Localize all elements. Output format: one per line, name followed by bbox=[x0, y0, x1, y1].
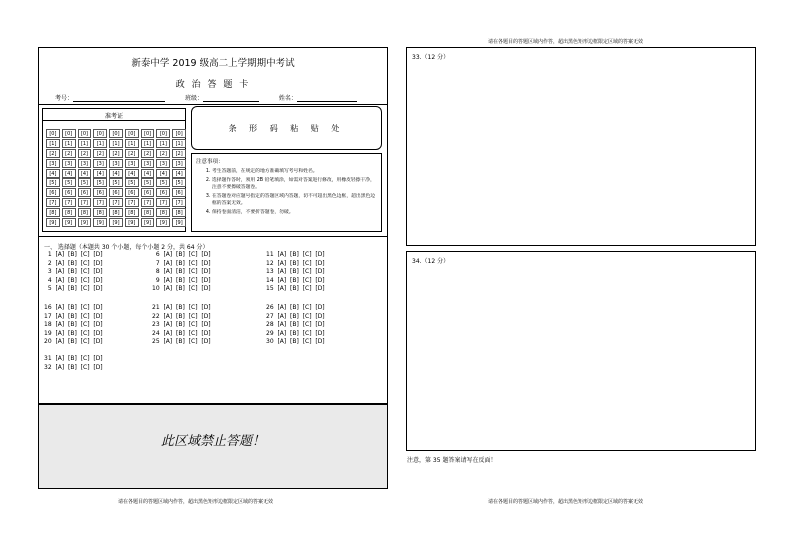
ticket-bubble[interactable]: [4] bbox=[125, 169, 139, 178]
ticket-bubble[interactable]: [8] bbox=[62, 208, 76, 217]
ticket-bubble[interactable]: [3] bbox=[46, 159, 60, 168]
note-item: 3. 在答题卷对应题号指定的答题区域内答题，切不可超出黑色边框，超出黑色边框的答案无效。 bbox=[212, 193, 377, 207]
exam-no-label: 考号： bbox=[55, 95, 74, 102]
ticket-bubble[interactable]: [2] bbox=[62, 149, 76, 158]
choice-question-13[interactable]: 13 [A] [B] [C] [D] bbox=[266, 268, 325, 276]
ticket-bubble[interactable]: [6] bbox=[62, 188, 76, 197]
choice-question-2[interactable]: 2 [A] [B] [C] [D] bbox=[44, 259, 103, 267]
ticket-bubble[interactable]: [6] bbox=[125, 188, 139, 197]
ticket-bubble[interactable]: [2] bbox=[172, 149, 186, 158]
choice-question-10[interactable]: 10 [A] [B] [C] [D] bbox=[152, 285, 211, 293]
ticket-bubble[interactable]: [9] bbox=[93, 218, 107, 227]
ticket-bubble[interactable]: [8] bbox=[141, 208, 155, 217]
ticket-bubble[interactable]: [8] bbox=[109, 208, 123, 217]
choice-question-9[interactable]: 9 [A] [B] [C] [D] bbox=[152, 276, 211, 284]
ticket-bubble[interactable]: [7] bbox=[125, 198, 139, 207]
student-info-fields bbox=[55, 93, 375, 102]
ticket-bubbles bbox=[46, 129, 186, 228]
ticket-bubble[interactable]: [5] bbox=[62, 178, 76, 187]
ticket-bubble[interactable]: [6] bbox=[156, 188, 170, 197]
choice-question-15[interactable]: 15 [A] [B] [C] [D] bbox=[266, 285, 325, 293]
bottom-notice-left: 请在各题目的答题区域内作答，超出黑色矩形边框限定区域的答案无效 bbox=[118, 499, 274, 505]
ticket-bubble[interactable]: [2] bbox=[46, 149, 60, 158]
card-subtitle: 政 治 答 题 卡 bbox=[175, 80, 251, 90]
ticket-bubble[interactable]: [5] bbox=[78, 178, 92, 187]
ticket-bubble[interactable]: [3] bbox=[156, 159, 170, 168]
ticket-bubble[interactable]: [6] bbox=[109, 188, 123, 197]
ticket-number-grid bbox=[42, 108, 186, 232]
choice-question-14[interactable]: 14 [A] [B] [C] [D] bbox=[266, 276, 325, 284]
ticket-row bbox=[46, 188, 186, 198]
choice-question-4[interactable]: 4 [A] [B] [C] [D] bbox=[44, 276, 103, 284]
ticket-row bbox=[46, 178, 186, 188]
section-divider bbox=[38, 236, 388, 237]
ticket-bubble[interactable]: [9] bbox=[109, 218, 123, 227]
card-title: 新泰中学 2019 级高二上学期期中考试 bbox=[131, 58, 295, 69]
forbidden-area bbox=[38, 404, 388, 489]
choice-question-22[interactable]: 22 [A] [B] [C] [D] bbox=[152, 312, 211, 320]
choice-question-21[interactable]: 21 [A] [B] [C] [D] bbox=[152, 304, 211, 311]
ticket-bubble[interactable]: [6] bbox=[93, 188, 107, 197]
ticket-bubble[interactable]: [1] bbox=[78, 139, 92, 148]
choice-question-25[interactable]: 25 [A] [B] [C] [D] bbox=[152, 338, 211, 346]
ticket-bubble[interactable]: [5] bbox=[93, 178, 107, 187]
choice-question-3[interactable]: 3 [A] [B] [C] [D] bbox=[44, 268, 103, 276]
ticket-bubble[interactable]: [2] bbox=[78, 149, 92, 158]
ticket-bubble[interactable]: [4] bbox=[109, 169, 123, 178]
ticket-bubble[interactable]: [9] bbox=[78, 218, 92, 227]
ticket-bubble[interactable]: [5] bbox=[156, 178, 170, 187]
notes-title: 注意事项： bbox=[196, 159, 224, 165]
choice-question-11[interactable]: 11 [A] [B] [C] [D] bbox=[266, 251, 325, 258]
ticket-bubble[interactable]: [0] bbox=[62, 129, 76, 138]
choice-question-8[interactable]: 8 [A] [B] [C] [D] bbox=[152, 268, 211, 276]
choice-question-19[interactable]: 19 [A] [B] [C] [D] bbox=[44, 329, 103, 337]
choice-question-20[interactable]: 20 [A] [B] [C] [D] bbox=[44, 338, 103, 346]
choice-question-5[interactable]: 5 [A] [B] [C] [D] bbox=[44, 285, 103, 293]
ticket-bubble[interactable]: [8] bbox=[93, 208, 107, 217]
choice-question-18[interactable]: 18 [A] [B] [C] [D] bbox=[44, 321, 103, 329]
ticket-bubble[interactable]: [3] bbox=[93, 159, 107, 168]
q33-label: 33.（12 分） bbox=[412, 54, 450, 61]
top-notice: 请在各题目的答题区域内作答，超出黑色矩形边框限定区域的答案无效 bbox=[488, 39, 644, 45]
ticket-row bbox=[46, 139, 186, 149]
ticket-bubble[interactable]: [1] bbox=[93, 139, 107, 148]
ticket-bubble[interactable]: [5] bbox=[109, 178, 123, 187]
choice-question-30[interactable]: 30 [A] [B] [C] [D] bbox=[266, 338, 325, 346]
ticket-bubble[interactable]: [7] bbox=[78, 198, 92, 207]
ticket-row bbox=[46, 218, 186, 228]
barcode-area bbox=[191, 106, 382, 150]
ticket-bubble[interactable]: [0] bbox=[93, 129, 107, 138]
note-item: 2. 选择题作答时，须用 2B 铅笔填涂，如需对答案进行修改，用橡皮轻擦干净，注意不要擦破答题卷。 bbox=[212, 177, 377, 191]
ticket-bubble[interactable]: [1] bbox=[156, 139, 170, 148]
ticket-row bbox=[46, 159, 186, 169]
choice-question-31[interactable]: 31 [A] [B] [C] [D] bbox=[44, 355, 103, 362]
ticket-bubble[interactable]: [3] bbox=[62, 159, 76, 168]
ticket-bubble[interactable]: [9] bbox=[172, 218, 186, 227]
exam-no-field[interactable] bbox=[73, 95, 165, 102]
header-divider bbox=[38, 104, 388, 105]
ticket-bubble[interactable]: [1] bbox=[172, 139, 186, 148]
class-field[interactable] bbox=[203, 95, 259, 102]
choice-heading: 一、 选择题（本题共 30 个小题，每个小题 2 分，共 64 分） bbox=[44, 244, 209, 251]
class-label: 班级： bbox=[184, 95, 203, 102]
ticket-bubble[interactable]: [4] bbox=[172, 169, 186, 178]
ticket-bubble[interactable]: [2] bbox=[156, 149, 170, 158]
ticket-title: 准考证 bbox=[104, 113, 123, 120]
ticket-bubble[interactable]: [6] bbox=[78, 188, 92, 197]
ticket-row bbox=[46, 208, 186, 218]
ticket-bubble[interactable]: [5] bbox=[141, 178, 155, 187]
barcode-label: 条 形 码 粘 贴 处 bbox=[228, 124, 345, 133]
choice-question-7[interactable]: 7 [A] [B] [C] [D] bbox=[152, 259, 211, 267]
name-label: 姓名： bbox=[278, 95, 297, 102]
ticket-bubble[interactable]: [9] bbox=[141, 218, 155, 227]
q35-note: 注意，第 35 题答案请写在反面！ bbox=[407, 457, 497, 464]
ticket-bubble[interactable]: [9] bbox=[156, 218, 170, 227]
choice-question-23[interactable]: 23 [A] [B] [C] [D] bbox=[152, 321, 211, 329]
ticket-bubble[interactable]: [2] bbox=[125, 149, 139, 158]
q34-label: 34.（12 分） bbox=[412, 258, 450, 265]
ticket-bubble[interactable]: [4] bbox=[46, 169, 60, 178]
ticket-bubble[interactable]: [6] bbox=[46, 188, 60, 197]
ticket-bubble[interactable]: [6] bbox=[141, 188, 155, 197]
ticket-bubble[interactable]: [1] bbox=[109, 139, 123, 148]
choice-question-6[interactable]: 6 [A] [B] [C] [D] bbox=[152, 251, 211, 258]
choice-question-16[interactable]: 16 [A] [B] [C] [D] bbox=[44, 304, 103, 311]
choice-question-27[interactable]: 27 [A] [B] [C] [D] bbox=[266, 312, 325, 320]
ticket-bubble[interactable]: [7] bbox=[156, 198, 170, 207]
ticket-bubble[interactable]: [3] bbox=[172, 159, 186, 168]
ticket-row bbox=[46, 149, 186, 159]
notes-list bbox=[198, 168, 377, 218]
ticket-bubble[interactable]: [2] bbox=[109, 149, 123, 158]
ticket-bubble[interactable]: [0] bbox=[172, 129, 186, 138]
ticket-bubble[interactable]: [3] bbox=[109, 159, 123, 168]
ticket-bubble[interactable]: [8] bbox=[125, 208, 139, 217]
ticket-bubble[interactable]: [3] bbox=[141, 159, 155, 168]
ticket-bubble[interactable]: [7] bbox=[62, 198, 76, 207]
ticket-bubble[interactable]: [5] bbox=[172, 178, 186, 187]
q33-answer-box[interactable] bbox=[406, 47, 756, 246]
ticket-bubble[interactable]: [8] bbox=[78, 208, 92, 217]
ticket-bubble[interactable]: [6] bbox=[172, 188, 186, 197]
ticket-bubble[interactable]: [1] bbox=[141, 139, 155, 148]
ticket-bubble[interactable]: [4] bbox=[156, 169, 170, 178]
ticket-bubble[interactable]: [4] bbox=[141, 169, 155, 178]
ticket-row bbox=[46, 129, 186, 139]
ticket-row bbox=[46, 169, 186, 179]
ticket-bubble[interactable]: [0] bbox=[109, 129, 123, 138]
choice-question-32[interactable]: 32 [A] [B] [C] [D] bbox=[44, 364, 103, 371]
ticket-bubble[interactable]: [7] bbox=[93, 198, 107, 207]
ticket-bubble[interactable]: [3] bbox=[78, 159, 92, 168]
ticket-bubble[interactable]: [7] bbox=[46, 198, 60, 207]
ticket-bubble[interactable]: [2] bbox=[141, 149, 155, 158]
ticket-bubble[interactable]: [0] bbox=[78, 129, 92, 138]
ticket-bubble[interactable]: [5] bbox=[46, 178, 60, 187]
choice-question-1[interactable]: 1 [A] [B] [C] [D] bbox=[44, 251, 103, 258]
ticket-bubble[interactable]: [0] bbox=[125, 129, 139, 138]
note-item: 4. 保持卷面清洁，不要折答题卷，勿破。 bbox=[212, 209, 377, 216]
q34-answer-box[interactable] bbox=[406, 251, 756, 451]
ticket-bubble[interactable]: [5] bbox=[125, 178, 139, 187]
note-item: 1. 考生答题前，在规定的地方准确填写考号和姓名。 bbox=[212, 168, 377, 175]
ticket-bubble[interactable]: [0] bbox=[141, 129, 155, 138]
ticket-bubble[interactable]: [1] bbox=[62, 139, 76, 148]
ticket-bubble[interactable]: [4] bbox=[93, 169, 107, 178]
ticket-bubble[interactable]: [9] bbox=[62, 218, 76, 227]
ticket-bubble[interactable]: [4] bbox=[78, 169, 92, 178]
ticket-bubble[interactable]: [4] bbox=[62, 169, 76, 178]
forbidden-text: 此区域禁止答题！ bbox=[160, 434, 265, 449]
choice-question-28[interactable]: 28 [A] [B] [C] [D] bbox=[266, 321, 325, 329]
ticket-divider bbox=[43, 120, 185, 121]
ticket-bubble[interactable]: [1] bbox=[46, 139, 60, 148]
ticket-bubble[interactable]: [7] bbox=[172, 198, 186, 207]
choice-question-29[interactable]: 29 [A] [B] [C] [D] bbox=[266, 329, 325, 337]
choice-question-17[interactable]: 17 [A] [B] [C] [D] bbox=[44, 312, 103, 320]
ticket-bubble[interactable]: [1] bbox=[125, 139, 139, 148]
ticket-bubble[interactable]: [0] bbox=[156, 129, 170, 138]
ticket-bubble[interactable]: [9] bbox=[46, 218, 60, 227]
ticket-bubble[interactable]: [8] bbox=[156, 208, 170, 217]
bottom-notice-right: 请在各题目的答题区域内作答，超出黑色矩形边框限定区域的答案无效 bbox=[488, 499, 644, 505]
ticket-bubble[interactable]: [7] bbox=[141, 198, 155, 207]
ticket-bubble[interactable]: [2] bbox=[93, 149, 107, 158]
choice-question-26[interactable]: 26 [A] [B] [C] [D] bbox=[266, 304, 325, 311]
ticket-row bbox=[46, 198, 186, 208]
ticket-bubble[interactable]: [8] bbox=[172, 208, 186, 217]
ticket-bubble[interactable]: [9] bbox=[125, 218, 139, 227]
ticket-bubble[interactable]: [8] bbox=[46, 208, 60, 217]
ticket-bubble[interactable]: [0] bbox=[46, 129, 60, 138]
name-field[interactable] bbox=[297, 95, 357, 102]
notes-box bbox=[191, 153, 382, 232]
choice-question-24[interactable]: 24 [A] [B] [C] [D] bbox=[152, 329, 211, 337]
choice-question-12[interactable]: 12 [A] [B] [C] [D] bbox=[266, 259, 325, 267]
ticket-bubble[interactable]: [3] bbox=[125, 159, 139, 168]
ticket-bubble[interactable]: [7] bbox=[109, 198, 123, 207]
